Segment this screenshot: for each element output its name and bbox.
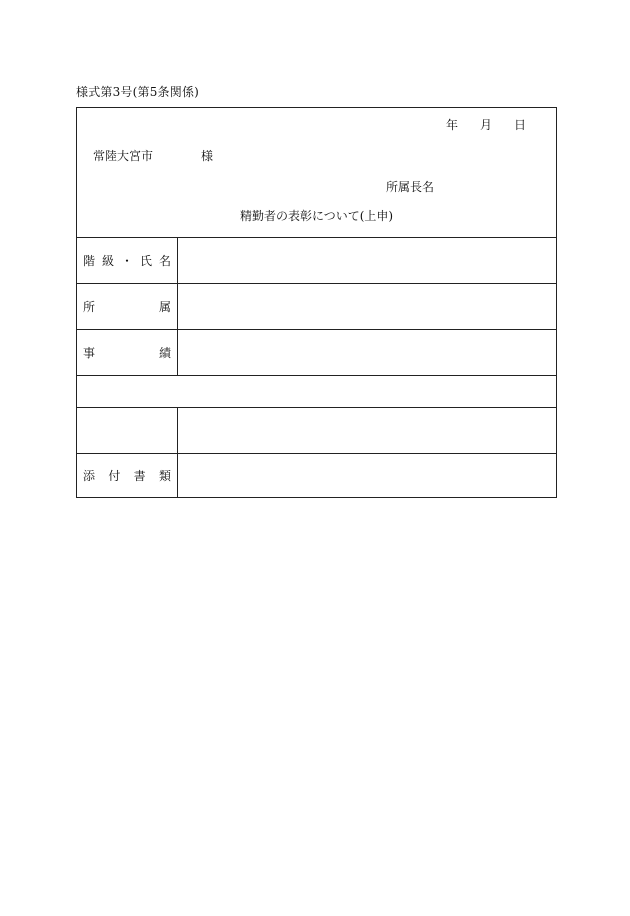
row-rank-name (77, 238, 556, 284)
blank-full-field[interactable] (77, 376, 556, 407)
attachments-label (77, 454, 178, 497)
date-line (446, 116, 526, 133)
label-char: 類 (158, 469, 171, 483)
row-affiliation (77, 284, 556, 330)
row-blank (77, 408, 556, 454)
form-header (77, 108, 556, 238)
achievements-label (77, 330, 178, 375)
affiliation-field[interactable] (178, 284, 556, 329)
row-attachments (77, 454, 556, 497)
form-number: 様式第3号(第5条関係) (76, 85, 200, 99)
label-char: 添 (83, 469, 96, 483)
attachments-field[interactable] (178, 454, 556, 497)
label-char: 付 (108, 469, 121, 483)
addressee: 常陸大宮市 (93, 149, 154, 163)
label-char: 事 (83, 346, 96, 360)
rank-name-label (77, 238, 178, 283)
label-char: 属 (158, 300, 171, 314)
blank-field[interactable] (178, 408, 556, 453)
affiliation-label (77, 284, 178, 329)
label-char: 名 (158, 254, 171, 268)
label-char: ・ (120, 254, 133, 268)
label-char: 階 (83, 254, 96, 268)
label-char: 績 (158, 346, 171, 360)
label-char: 所 (83, 300, 96, 314)
label-char: 書 (133, 469, 146, 483)
month-label: 月 (479, 118, 492, 132)
honorific: 様 (201, 149, 214, 163)
row-achievements (77, 330, 556, 376)
label-char: 氏 (139, 254, 152, 268)
day-label: 日 (513, 118, 526, 132)
year-label: 年 (445, 118, 458, 132)
label-char: 級 (101, 254, 114, 268)
sender-title: 所属長名 (386, 180, 435, 194)
subject-title: 精勤者の表彰について(上申) (239, 209, 394, 223)
achievements-field[interactable] (178, 330, 556, 375)
rank-name-field[interactable] (178, 238, 556, 283)
row-blank-full (77, 376, 556, 408)
blank-label (77, 408, 178, 453)
commendation-form (76, 107, 557, 498)
